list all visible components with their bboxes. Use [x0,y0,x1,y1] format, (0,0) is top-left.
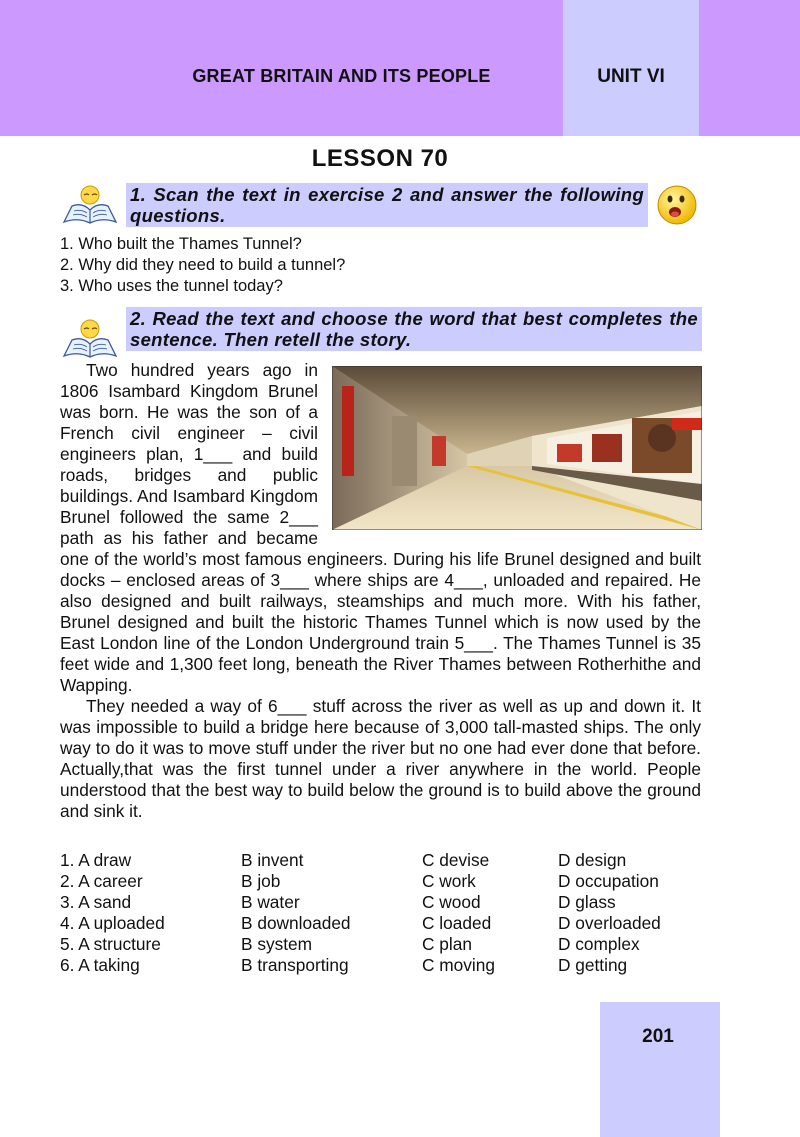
story-text [60,360,701,822]
unit-tab [563,0,699,136]
smiley-face-icon [656,184,698,226]
option-d: D occupation [558,871,659,891]
option-c: C plan [422,934,472,954]
question-list [60,234,345,297]
option-a: 6. A taking [60,955,140,975]
page-number: 201 [642,1026,674,1047]
reading-book-icon [62,184,118,226]
lesson-title: LESSON 70 [311,145,449,172]
header-band-right [699,0,800,136]
option-d: D getting [558,955,628,975]
story-paragraph-2: They needed a way of 6___ stuff across the river as well as up and down it. It was impossible to build a bridge here because of 3,000 tall-masted ships. The only way to do it was to move stuff under the river but no one had ever done that before. Actually,that was the first tunnel under a river anywhere in the world. People understood that the best way to build below the ground is to build above the ground and sink it. [60,696,701,821]
option-a: 3. A sand [60,892,132,912]
option-c: C work [422,871,476,891]
reading-book-icon [62,318,118,360]
option-b: B transporting [241,955,349,975]
underground-station-photo [332,366,702,530]
option-b: B system [241,934,313,954]
option-c: C loaded [422,913,492,933]
question-item: 3. Who uses the tunnel today? [60,277,283,295]
option-d: D complex [558,934,640,954]
header-band [0,0,563,136]
exercise-1-instruction: 1. Scan the text in exercise 2 and answer the following questions. [126,183,648,227]
option-d: D design [558,850,627,870]
story-paragraph-1: Two hundred years ago in 1806 Isambard Kingdom Brunel was born. He was the son of a French civil engineer – civil engineers plan, 1___ and build roads, bridges and public buildings. And Isambard Kingdom Brunel followed the same 2___ path as his father and became one of the world’s most famous engineers. During his life Brunel designed and built docks – enclosed areas of 3___ where ships are 4___, unloaded and repaired. He also designed and built railways, steamships and much more. With his father, Brunel designed and built the historic Thames Tunnel which is now used by the East London line of the London Underground train 5___. The Thames Tunnel is 35 feet wide and 1,300 feet long, beneath the River Thames between Rotherhithe and Wapping. [60,360,701,695]
option-a: 1. A draw [60,850,132,870]
chapter-title: GREAT BRITAIN AND ITS PEOPLE [192,66,491,86]
question-item: 1. Who built the Thames Tunnel? [60,235,302,253]
option-a: 2. A career [60,871,143,891]
question-item: 2. Why did they need to build a tunnel? [60,256,346,274]
option-b: B invent [241,850,304,870]
option-b: B job [241,871,281,891]
option-a: 4. A uploaded [60,913,165,933]
exercise-2-instruction: 2. Read the text and choose the word that best completes the sentence. Then retell the story. [126,307,702,351]
option-c: C moving [422,955,495,975]
option-b: B water [241,892,300,912]
option-d: D overloaded [558,913,661,933]
option-b: B downloaded [241,913,351,933]
option-c: C wood [422,892,481,912]
option-a: 5. A structure [60,934,161,954]
option-d: D glass [558,892,616,912]
unit-label: UNIT VI [597,66,665,87]
option-c: C devise [422,850,490,870]
page-number-tab [600,1002,720,1137]
